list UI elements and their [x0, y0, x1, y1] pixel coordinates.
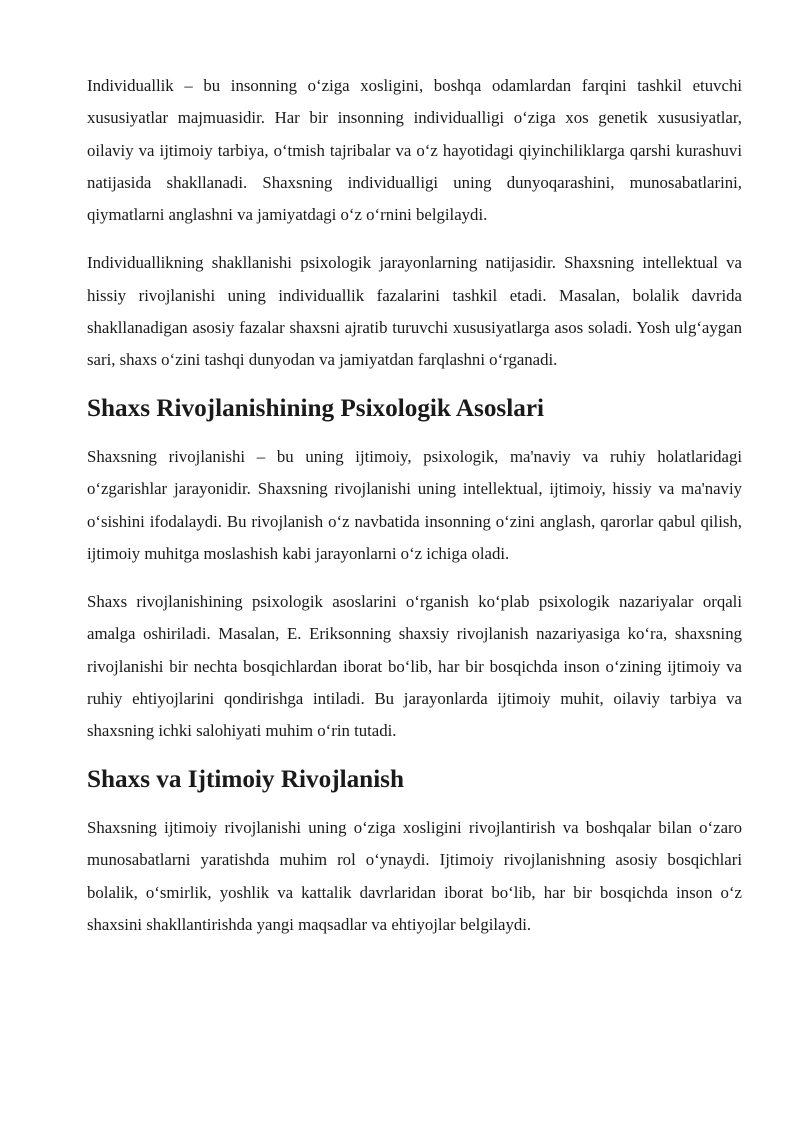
- paragraph-social-development: Shaxsning ijtimoiy rivojlanishi uning oʻziga xosligini rivojlantirish va boshqalar bilan oʻzaro munosabatlarni yaratishda muhim rol oʻynaydi. Ijtimoiy rivojlanishning asosiy bosqichlari bolalik, oʻsmirlik, yoshlik va kattalik davrlaridan iborat boʻlib, har bir bosqichda inson oʻz shaxsini shakllantirishda yangi maqsadlar va ehtiyojlar belgilaydi.: [87, 817, 742, 934]
- paragraph-erikson-theory: Shaxs rivojlanishining psixologik asoslarini oʻrganish koʻplab psixologik nazariyalar orqali amalga oshiriladi. Masalan, E. Eriksonning shaxsiy rivojlanish nazariyasiga koʻra, shaxsning rivojlanishi bir nechta bosqichlardan iborat boʻlib, har bir bosqichda inson oʻzining ijtimoiy va ruhiy ehtiyojlarini qondirishga intiladi. Bu jarayonlarda ijtimoiy muhit, oilaviy tarbiya va shaxsning ichki salohiyati muhim oʻrin tutadi.: [87, 592, 742, 741]
- section-heading-psychological-foundations: Shaxs Rivojlanishining Psixologik Asoslari: [87, 394, 545, 422]
- paragraph-development-definition: Shaxsning rivojlanishi – bu uning ijtimoiy, psixologik, ma'naviy va ruhiy holatlaridagi oʻzgarishlar jarayonidir. Shaxsning rivojlanishi uning intellektual, ijtimoiy, hissiy va ma'naviy oʻsishini ifodalaydi. Bu rivojlanish oʻz navbatida insonning oʻzini anglash, qarorlar qabul qilish, ijtimoiy muhitga moslashish kabi jarayonlarni oʻz ichiga oladi.: [87, 446, 742, 563]
- paragraph-individuallik-formation: Individuallikning shakllanishi psixologik jarayonlarning natijasidir. Shaxsning intellektual va hissiy rivojlanishi uning individuallik fazalarini tashkil etadi. Masalan, bolalik davrida shakllanadigan asosiy fazalar shaxsni ajratib turuvchi xususiyatlarga asos soladi. Yosh ulgʻaygan sari, shaxs oʻzini tashqi dunyodan va jamiyatdan farqlashni oʻrganadi.: [87, 253, 742, 370]
- section-heading-social-development: Shaxs va Ijtimoiy Rivojlanish: [87, 765, 404, 793]
- paragraph-individuallik-definition: Individuallik – bu insonning oʻziga xosligini, boshqa odamlardan farqini tashkil etuvchi xususiyatlar majmuasidir. Har bir insonning individualligi oʻziga xos genetik xususiyatlar, oilaviy va ijtimoiy tarbiya, oʻtmish tajribalar va oʻz hayotidagi qiyinchiliklarga qarshi kurashuvi natijasida shakllanadi. Shaxsning individualligi uning dunyoqarashini, munosabatlarini, qiymatlarni anglashni va jamiyatdagi oʻz oʻrnini belgilaydi.: [87, 76, 742, 225]
- document-page: [87, 70, 742, 957]
